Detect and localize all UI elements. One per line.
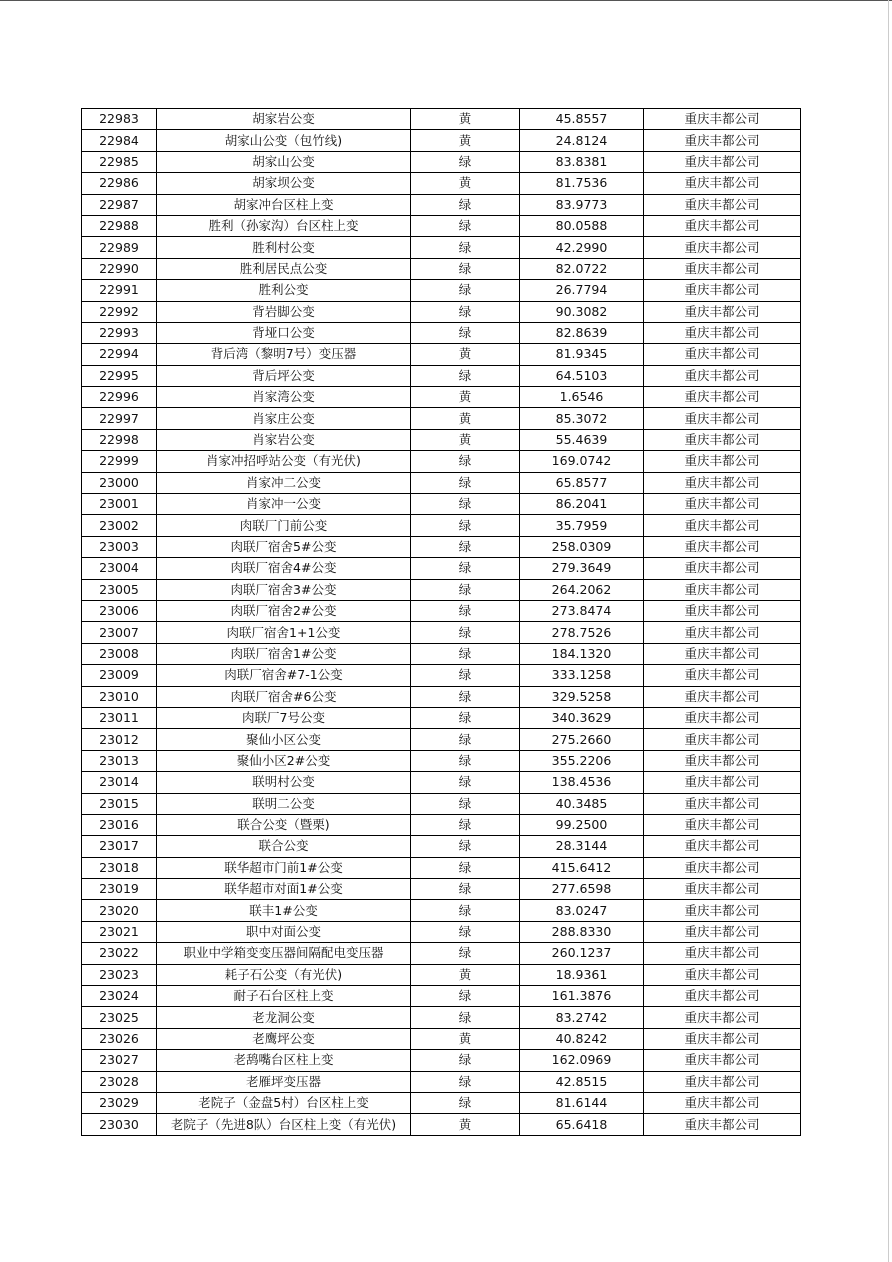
table-row: [82, 558, 801, 579]
cell-name: 老龙洞公变: [157, 1007, 411, 1028]
table-row: [82, 322, 801, 343]
cell-name: 联丰1#公变: [157, 900, 411, 921]
cell-name: 肉联厂宿舍1+1公变: [157, 622, 411, 643]
cell-id: 23008: [82, 643, 157, 664]
cell-name: 肖家冲招呼站公变（有光伏): [157, 451, 411, 472]
cell-id: 23016: [82, 814, 157, 835]
cell-status: 绿: [411, 600, 520, 621]
table-row: [82, 301, 801, 322]
cell-name: 胡家坝公变: [157, 173, 411, 194]
cell-id: 23017: [82, 836, 157, 857]
cell-status: 绿: [411, 707, 520, 728]
table-row: [82, 215, 801, 236]
cell-value: 415.6412: [520, 857, 644, 878]
table-row: [82, 686, 801, 707]
cell-name: 老院子（先进8队）台区柱上变（有光伏): [157, 1114, 411, 1135]
table-row: [82, 921, 801, 942]
cell-id: 23011: [82, 707, 157, 728]
cell-company: 重庆丰都公司: [644, 964, 801, 985]
table-body: [82, 109, 801, 1136]
cell-company: 重庆丰都公司: [644, 1050, 801, 1071]
cell-company: 重庆丰都公司: [644, 130, 801, 151]
cell-status: 绿: [411, 515, 520, 536]
cell-status: 黄: [411, 387, 520, 408]
table-row: [82, 793, 801, 814]
cell-company: 重庆丰都公司: [644, 1114, 801, 1135]
cell-status: 黄: [411, 429, 520, 450]
cell-id: 23003: [82, 536, 157, 557]
cell-company: 重庆丰都公司: [644, 857, 801, 878]
cell-name: 背垭口公变: [157, 322, 411, 343]
table-row: [82, 622, 801, 643]
cell-name: 老鸹嘴台区柱上变: [157, 1050, 411, 1071]
cell-status: 绿: [411, 151, 520, 172]
cell-status: 绿: [411, 836, 520, 857]
cell-name: 联合公变（暨栗): [157, 814, 411, 835]
cell-name: 职业中学箱变变压器间隔配电变压器: [157, 943, 411, 964]
table-row: [82, 387, 801, 408]
cell-company: 重庆丰都公司: [644, 814, 801, 835]
cell-id: 23029: [82, 1092, 157, 1113]
cell-value: 99.2500: [520, 814, 644, 835]
cell-name: 肉联厂宿舍#7-1公变: [157, 665, 411, 686]
cell-name: 胜利居民点公变: [157, 258, 411, 279]
table-row: [82, 194, 801, 215]
cell-company: 重庆丰都公司: [644, 280, 801, 301]
cell-name: 肖家冲一公变: [157, 494, 411, 515]
cell-company: 重庆丰都公司: [644, 836, 801, 857]
cell-value: 26.7794: [520, 280, 644, 301]
cell-status: 绿: [411, 1050, 520, 1071]
cell-name: 肉联厂宿舍4#公变: [157, 558, 411, 579]
cell-id: 23025: [82, 1007, 157, 1028]
cell-id: 23010: [82, 686, 157, 707]
cell-status: 绿: [411, 536, 520, 557]
cell-id: 23018: [82, 857, 157, 878]
cell-company: 重庆丰都公司: [644, 301, 801, 322]
cell-value: 273.8474: [520, 600, 644, 621]
data-table: [81, 108, 801, 1136]
cell-value: 333.1258: [520, 665, 644, 686]
cell-status: 黄: [411, 130, 520, 151]
cell-id: 23027: [82, 1050, 157, 1071]
table-row: [82, 237, 801, 258]
cell-value: 355.2206: [520, 750, 644, 771]
table-row: [82, 408, 801, 429]
cell-company: 重庆丰都公司: [644, 1007, 801, 1028]
cell-value: 83.2742: [520, 1007, 644, 1028]
cell-status: 黄: [411, 964, 520, 985]
cell-company: 重庆丰都公司: [644, 879, 801, 900]
table-row: [82, 494, 801, 515]
cell-value: 18.9361: [520, 964, 644, 985]
cell-value: 82.8639: [520, 322, 644, 343]
table-row: [82, 280, 801, 301]
cell-value: 1.6546: [520, 387, 644, 408]
cell-status: 绿: [411, 986, 520, 1007]
cell-value: 65.8577: [520, 472, 644, 493]
cell-value: 340.3629: [520, 707, 644, 728]
table-row: [82, 707, 801, 728]
cell-id: 22989: [82, 237, 157, 258]
cell-company: 重庆丰都公司: [644, 408, 801, 429]
cell-status: 绿: [411, 857, 520, 878]
cell-status: 绿: [411, 579, 520, 600]
cell-name: 联华超市对面1#公变: [157, 879, 411, 900]
cell-status: 绿: [411, 665, 520, 686]
cell-company: 重庆丰都公司: [644, 237, 801, 258]
cell-id: 23001: [82, 494, 157, 515]
cell-status: 绿: [411, 258, 520, 279]
cell-name: 老鹰坪公变: [157, 1028, 411, 1049]
cell-value: 35.7959: [520, 515, 644, 536]
cell-id: 23009: [82, 665, 157, 686]
cell-name: 肖家湾公变: [157, 387, 411, 408]
cell-company: 重庆丰都公司: [644, 215, 801, 236]
cell-value: 83.9773: [520, 194, 644, 215]
cell-name: 聚仙小区2#公变: [157, 750, 411, 771]
table-row: [82, 943, 801, 964]
cell-id: 23020: [82, 900, 157, 921]
table-row: [82, 536, 801, 557]
cell-status: 绿: [411, 301, 520, 322]
cell-status: 绿: [411, 900, 520, 921]
cell-company: 重庆丰都公司: [644, 451, 801, 472]
cell-id: 22995: [82, 365, 157, 386]
cell-id: 23024: [82, 986, 157, 1007]
cell-company: 重庆丰都公司: [644, 322, 801, 343]
cell-name: 背岩脚公变: [157, 301, 411, 322]
cell-name: 联华超市门前1#公变: [157, 857, 411, 878]
table-row: [82, 151, 801, 172]
table-row: [82, 472, 801, 493]
cell-value: 90.3082: [520, 301, 644, 322]
cell-name: 肉联厂宿舍3#公变: [157, 579, 411, 600]
cell-status: 绿: [411, 237, 520, 258]
cell-company: 重庆丰都公司: [644, 536, 801, 557]
cell-company: 重庆丰都公司: [644, 600, 801, 621]
table-row: [82, 836, 801, 857]
cell-company: 重庆丰都公司: [644, 472, 801, 493]
cell-value: 64.5103: [520, 365, 644, 386]
cell-value: 81.7536: [520, 173, 644, 194]
cell-id: 22998: [82, 429, 157, 450]
cell-status: 绿: [411, 558, 520, 579]
cell-status: 黄: [411, 408, 520, 429]
cell-company: 重庆丰都公司: [644, 365, 801, 386]
cell-name: 肉联厂门前公变: [157, 515, 411, 536]
cell-company: 重庆丰都公司: [644, 387, 801, 408]
table-row: [82, 750, 801, 771]
cell-id: 22990: [82, 258, 157, 279]
cell-name: 肉联厂宿舍2#公变: [157, 600, 411, 621]
cell-id: 23021: [82, 921, 157, 942]
table-row: [82, 964, 801, 985]
cell-name: 耐子石台区柱上变: [157, 986, 411, 1007]
cell-company: 重庆丰都公司: [644, 772, 801, 793]
cell-name: 胡家岩公变: [157, 109, 411, 130]
cell-name: 肉联厂宿舍5#公变: [157, 536, 411, 557]
cell-value: 24.8124: [520, 130, 644, 151]
cell-status: 绿: [411, 814, 520, 835]
table-row: [82, 451, 801, 472]
cell-name: 胡家山公变（包竹线): [157, 130, 411, 151]
cell-name: 联合公变: [157, 836, 411, 857]
cell-status: 绿: [411, 494, 520, 515]
cell-id: 22991: [82, 280, 157, 301]
table-row: [82, 1092, 801, 1113]
cell-name: 肉联厂7号公变: [157, 707, 411, 728]
cell-name: 背后坪公变: [157, 365, 411, 386]
cell-id: 22987: [82, 194, 157, 215]
cell-id: 23019: [82, 879, 157, 900]
table-row: [82, 900, 801, 921]
cell-value: 162.0969: [520, 1050, 644, 1071]
cell-id: 23022: [82, 943, 157, 964]
cell-company: 重庆丰都公司: [644, 921, 801, 942]
cell-id: 22992: [82, 301, 157, 322]
cell-name: 联明村公变: [157, 772, 411, 793]
cell-company: 重庆丰都公司: [644, 729, 801, 750]
cell-status: 黄: [411, 1114, 520, 1135]
cell-id: 23028: [82, 1071, 157, 1092]
table-row: [82, 579, 801, 600]
table-row: [82, 643, 801, 664]
table-row: [82, 365, 801, 386]
cell-id: 22984: [82, 130, 157, 151]
table-row: [82, 772, 801, 793]
cell-status: 绿: [411, 943, 520, 964]
cell-status: 绿: [411, 322, 520, 343]
cell-value: 277.6598: [520, 879, 644, 900]
cell-name: 耗子石公变（有光伏): [157, 964, 411, 985]
cell-value: 42.8515: [520, 1071, 644, 1092]
cell-value: 258.0309: [520, 536, 644, 557]
table-row: [82, 1114, 801, 1135]
cell-name: 肖家岩公变: [157, 429, 411, 450]
cell-company: 重庆丰都公司: [644, 494, 801, 515]
page-top-border: [0, 0, 892, 1]
cell-value: 81.9345: [520, 344, 644, 365]
cell-value: 85.3072: [520, 408, 644, 429]
cell-status: 绿: [411, 1071, 520, 1092]
cell-id: 23015: [82, 793, 157, 814]
cell-value: 81.6144: [520, 1092, 644, 1113]
cell-status: 绿: [411, 750, 520, 771]
table-row: [82, 173, 801, 194]
cell-company: 重庆丰都公司: [644, 429, 801, 450]
cell-value: 82.0722: [520, 258, 644, 279]
cell-company: 重庆丰都公司: [644, 943, 801, 964]
cell-id: 23030: [82, 1114, 157, 1135]
cell-status: 绿: [411, 643, 520, 664]
cell-id: 22999: [82, 451, 157, 472]
cell-name: 老雁坪变压器: [157, 1071, 411, 1092]
table-row: [82, 1007, 801, 1028]
cell-id: 22985: [82, 151, 157, 172]
table-row: [82, 1028, 801, 1049]
table-row: [82, 429, 801, 450]
cell-status: 绿: [411, 365, 520, 386]
cell-status: 绿: [411, 772, 520, 793]
cell-name: 胜利（孙家沟）台区柱上变: [157, 215, 411, 236]
cell-company: 重庆丰都公司: [644, 900, 801, 921]
cell-name: 肉联厂宿舍#6公变: [157, 686, 411, 707]
cell-company: 重庆丰都公司: [644, 515, 801, 536]
cell-name: 胡家冲台区柱上变: [157, 194, 411, 215]
cell-id: 23012: [82, 729, 157, 750]
cell-company: 重庆丰都公司: [644, 622, 801, 643]
cell-id: 22983: [82, 109, 157, 130]
cell-value: 275.2660: [520, 729, 644, 750]
table-row: [82, 665, 801, 686]
cell-status: 绿: [411, 194, 520, 215]
cell-status: 绿: [411, 1007, 520, 1028]
table-row: [82, 600, 801, 621]
table-row: [82, 986, 801, 1007]
cell-name: 肖家庄公变: [157, 408, 411, 429]
cell-value: 260.1237: [520, 943, 644, 964]
cell-id: 23013: [82, 750, 157, 771]
table-row: [82, 1050, 801, 1071]
cell-name: 肉联厂宿舍1#公变: [157, 643, 411, 664]
cell-company: 重庆丰都公司: [644, 793, 801, 814]
cell-value: 42.2990: [520, 237, 644, 258]
cell-status: 绿: [411, 921, 520, 942]
cell-status: 绿: [411, 215, 520, 236]
cell-id: 23006: [82, 600, 157, 621]
cell-id: 23005: [82, 579, 157, 600]
table-row: [82, 879, 801, 900]
table-row: [82, 258, 801, 279]
cell-status: 黄: [411, 1028, 520, 1049]
cell-status: 绿: [411, 729, 520, 750]
cell-status: 绿: [411, 686, 520, 707]
cell-company: 重庆丰都公司: [644, 558, 801, 579]
cell-name: 背后湾（黎明7号）变压器: [157, 344, 411, 365]
cell-value: 83.8381: [520, 151, 644, 172]
cell-value: 288.8330: [520, 921, 644, 942]
cell-company: 重庆丰都公司: [644, 194, 801, 215]
cell-id: 22988: [82, 215, 157, 236]
cell-id: 22996: [82, 387, 157, 408]
cell-id: 22997: [82, 408, 157, 429]
table-row: [82, 729, 801, 750]
cell-company: 重庆丰都公司: [644, 579, 801, 600]
cell-company: 重庆丰都公司: [644, 707, 801, 728]
cell-name: 老院子（金盘5村）台区柱上变: [157, 1092, 411, 1113]
cell-company: 重庆丰都公司: [644, 1092, 801, 1113]
cell-value: 45.8557: [520, 109, 644, 130]
cell-name: 聚仙小区公变: [157, 729, 411, 750]
cell-company: 重庆丰都公司: [644, 686, 801, 707]
cell-status: 黄: [411, 344, 520, 365]
cell-id: 23002: [82, 515, 157, 536]
cell-company: 重庆丰都公司: [644, 1071, 801, 1092]
cell-company: 重庆丰都公司: [644, 986, 801, 1007]
cell-value: 161.3876: [520, 986, 644, 1007]
cell-status: 绿: [411, 793, 520, 814]
cell-value: 65.6418: [520, 1114, 644, 1135]
cell-name: 联明二公变: [157, 793, 411, 814]
cell-value: 278.7526: [520, 622, 644, 643]
cell-name: 胜利公变: [157, 280, 411, 301]
cell-company: 重庆丰都公司: [644, 173, 801, 194]
page-right-edge: [888, 0, 889, 1262]
cell-name: 胜利村公变: [157, 237, 411, 258]
cell-value: 138.4536: [520, 772, 644, 793]
table-row: [82, 109, 801, 130]
cell-status: 绿: [411, 879, 520, 900]
cell-id: 23004: [82, 558, 157, 579]
table-row: [82, 857, 801, 878]
table-row: [82, 1071, 801, 1092]
cell-value: 83.0247: [520, 900, 644, 921]
cell-company: 重庆丰都公司: [644, 151, 801, 172]
cell-id: 22986: [82, 173, 157, 194]
cell-status: 黄: [411, 109, 520, 130]
cell-value: 28.3144: [520, 836, 644, 857]
cell-company: 重庆丰都公司: [644, 665, 801, 686]
cell-status: 绿: [411, 1092, 520, 1113]
cell-value: 279.3649: [520, 558, 644, 579]
cell-id: 23014: [82, 772, 157, 793]
cell-company: 重庆丰都公司: [644, 643, 801, 664]
cell-company: 重庆丰都公司: [644, 258, 801, 279]
table-row: [82, 814, 801, 835]
cell-id: 23023: [82, 964, 157, 985]
cell-name: 肖家冲二公变: [157, 472, 411, 493]
cell-company: 重庆丰都公司: [644, 750, 801, 771]
cell-value: 86.2041: [520, 494, 644, 515]
cell-status: 黄: [411, 173, 520, 194]
table-row: [82, 344, 801, 365]
cell-value: 40.3485: [520, 793, 644, 814]
cell-name: 职中对面公变: [157, 921, 411, 942]
cell-status: 绿: [411, 280, 520, 301]
cell-value: 184.1320: [520, 643, 644, 664]
cell-company: 重庆丰都公司: [644, 1028, 801, 1049]
cell-company: 重庆丰都公司: [644, 344, 801, 365]
cell-status: 绿: [411, 451, 520, 472]
cell-company: 重庆丰都公司: [644, 109, 801, 130]
table-row: [82, 515, 801, 536]
cell-value: 329.5258: [520, 686, 644, 707]
cell-status: 绿: [411, 622, 520, 643]
table-row: [82, 130, 801, 151]
cell-status: 绿: [411, 472, 520, 493]
cell-id: 22994: [82, 344, 157, 365]
cell-id: 23000: [82, 472, 157, 493]
cell-value: 264.2062: [520, 579, 644, 600]
cell-id: 23026: [82, 1028, 157, 1049]
cell-value: 169.0742: [520, 451, 644, 472]
cell-value: 40.8242: [520, 1028, 644, 1049]
cell-id: 22993: [82, 322, 157, 343]
cell-value: 55.4639: [520, 429, 644, 450]
cell-id: 23007: [82, 622, 157, 643]
cell-name: 胡家山公变: [157, 151, 411, 172]
cell-value: 80.0588: [520, 215, 644, 236]
